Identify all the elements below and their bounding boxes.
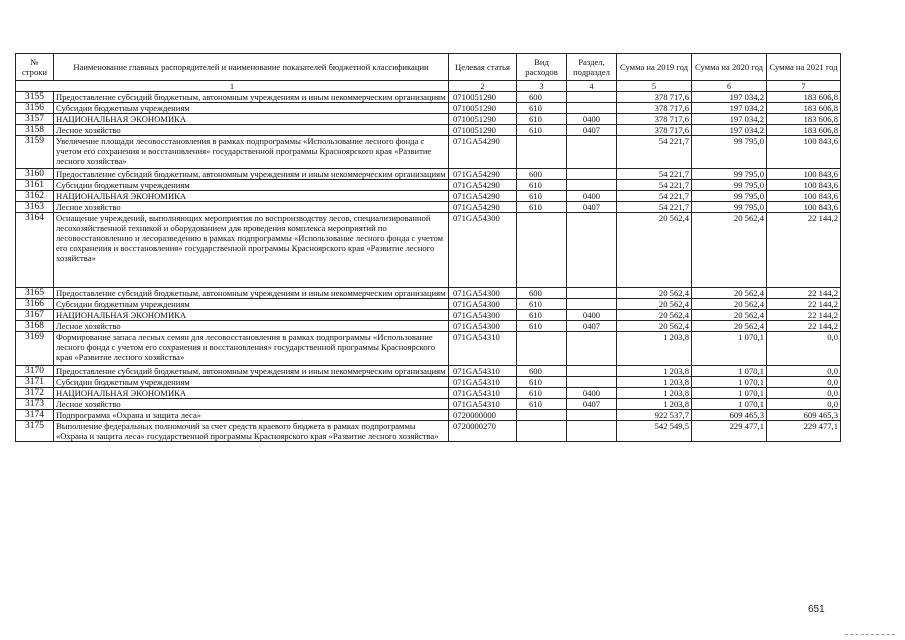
row-number: 3162 (16, 191, 54, 202)
row-number: 3166 (16, 299, 54, 310)
row-sum-2019: 20 562,4 (617, 213, 692, 288)
row-sum-2020: 20 562,4 (692, 321, 767, 332)
header-col-number-3: 3 (517, 81, 567, 92)
row-sum-2020: 99 795,0 (692, 169, 767, 180)
row-sum-2019: 54 221,7 (617, 202, 692, 213)
budget-table (15, 53, 841, 442)
row-name: Предоставление субсидий бюджетным, автономным учреждениям и иным некоммерческим организациям (54, 169, 449, 180)
table-header (16, 54, 841, 92)
row-sum-2021: 229 477,1 (767, 421, 841, 442)
row-sum-2019: 1 203,8 (617, 388, 692, 399)
row-sum-2019: 54 221,7 (617, 180, 692, 191)
row-section (567, 92, 617, 103)
table-row (16, 399, 841, 410)
row-sum-2020: 1 070,1 (692, 366, 767, 377)
row-sum-2019: 922 537,7 (617, 410, 692, 421)
row-sum-2019: 54 221,7 (617, 169, 692, 180)
row-name: НАЦИОНАЛЬНАЯ ЭКОНОМИКА (54, 191, 449, 202)
table-row (16, 388, 841, 399)
row-target-article: 071GA54290 (449, 202, 517, 213)
row-sum-2020: 197 034,2 (692, 103, 767, 114)
row-name: Лесное хозяйство (54, 321, 449, 332)
row-sum-2019: 1 203,8 (617, 366, 692, 377)
row-number: 3157 (16, 114, 54, 125)
row-target-article: 071GA54290 (449, 180, 517, 191)
row-expense-type: 610 (517, 377, 567, 388)
row-name: Лесное хозяйство (54, 399, 449, 410)
row-target-article: 071GA54290 (449, 191, 517, 202)
row-name: Оснащение учреждений, выполняющих мероприятия по воспроизводству лесов, специализированной лесохозяйственной техникой и оборудованием для проведения комплекса мероприятий по лесовосстановлению и лесоразведению в рамках подпрограммы «Использование лесного фонда с учетом его сохранения и восстановления» государственной программы Красноярского края «Развитие лесного хозяйства» (54, 213, 449, 288)
row-sum-2021: 609 465,3 (767, 410, 841, 421)
table-row (16, 321, 841, 332)
header-row-number: № строки (16, 54, 54, 81)
row-number: 3158 (16, 125, 54, 136)
row-section (567, 421, 617, 442)
row-section (567, 103, 617, 114)
row-sum-2021: 0,0 (767, 332, 841, 366)
row-sum-2019: 20 562,4 (617, 310, 692, 321)
row-expense-type: 600 (517, 92, 567, 103)
row-sum-2020: 197 034,2 (692, 92, 767, 103)
row-target-article: 071GA54300 (449, 213, 517, 288)
row-section: 0400 (567, 114, 617, 125)
table-row (16, 114, 841, 125)
row-expense-type: 610 (517, 310, 567, 321)
row-sum-2019: 378 717,6 (617, 125, 692, 136)
row-section: 0407 (567, 321, 617, 332)
row-section: 0400 (567, 388, 617, 399)
row-sum-2021: 0,0 (767, 366, 841, 377)
table-row (16, 410, 841, 421)
row-sum-2019: 20 562,4 (617, 299, 692, 310)
row-name: Лесное хозяйство (54, 125, 449, 136)
row-sum-2021: 183 606,8 (767, 114, 841, 125)
table-row (16, 180, 841, 191)
row-sum-2020: 609 465,3 (692, 410, 767, 421)
row-sum-2021: 22 144,2 (767, 310, 841, 321)
row-section: 0407 (567, 399, 617, 410)
row-sum-2021: 22 144,2 (767, 213, 841, 288)
row-sum-2020: 229 477,1 (692, 421, 767, 442)
row-target-article: 0710051290 (449, 114, 517, 125)
row-sum-2020: 20 562,4 (692, 288, 767, 299)
row-section (567, 366, 617, 377)
row-sum-2021: 0,0 (767, 388, 841, 399)
row-sum-2019: 1 203,8 (617, 332, 692, 366)
row-sum-2020: 20 562,4 (692, 310, 767, 321)
row-target-article: 071GA54300 (449, 288, 517, 299)
row-target-article: 071GA54300 (449, 321, 517, 332)
row-name: Предоставление субсидий бюджетным, автономным учреждениям и иным некоммерческим организациям (54, 92, 449, 103)
row-sum-2019: 378 717,6 (617, 92, 692, 103)
row-section (567, 136, 617, 169)
row-expense-type: 610 (517, 191, 567, 202)
row-sum-2020: 99 795,0 (692, 180, 767, 191)
row-sum-2020: 20 562,4 (692, 213, 767, 288)
row-target-article: 0710051290 (449, 125, 517, 136)
row-number: 3155 (16, 92, 54, 103)
row-sum-2019: 1 203,8 (617, 377, 692, 388)
row-section (567, 180, 617, 191)
table-row (16, 136, 841, 169)
row-sum-2019: 378 717,6 (617, 103, 692, 114)
row-expense-type (517, 213, 567, 288)
row-section (567, 332, 617, 366)
row-target-article: 071GA54310 (449, 377, 517, 388)
page-number: 651 (808, 604, 825, 615)
row-number: 3173 (16, 399, 54, 410)
row-sum-2020: 197 034,2 (692, 114, 767, 125)
scan-artifact (845, 634, 895, 636)
row-section (567, 213, 617, 288)
table-row (16, 299, 841, 310)
row-number: 3163 (16, 202, 54, 213)
row-section: 0400 (567, 191, 617, 202)
row-sum-2021: 22 144,2 (767, 288, 841, 299)
row-sum-2020: 1 070,1 (692, 399, 767, 410)
row-number: 3174 (16, 410, 54, 421)
row-name: Субсидии бюджетным учреждениям (54, 299, 449, 310)
header-col-number-7: 7 (767, 81, 841, 92)
row-number: 3165 (16, 288, 54, 299)
row-sum-2019: 542 549,5 (617, 421, 692, 442)
row-number: 3164 (16, 213, 54, 288)
row-name: Лесное хозяйство (54, 202, 449, 213)
row-target-article: 071GA54310 (449, 332, 517, 366)
row-expense-type: 610 (517, 321, 567, 332)
row-name: Выполнение федеральных полномочий за счет средств краевого бюджета в рамках подпрограммы «Охрана и защита леса» государственной программы Красноярского края «Развитие лесного хозяйства» (54, 421, 449, 442)
row-sum-2020: 99 795,0 (692, 191, 767, 202)
table-row (16, 332, 841, 366)
header-section: Раздел, подраздел (567, 54, 617, 81)
row-sum-2019: 378 717,6 (617, 114, 692, 125)
row-expense-type (517, 410, 567, 421)
row-sum-2021: 22 144,2 (767, 299, 841, 310)
table-row (16, 421, 841, 442)
row-sum-2021: 0,0 (767, 377, 841, 388)
row-sum-2020: 1 070,1 (692, 332, 767, 366)
row-name: Субсидии бюджетным учреждениям (54, 180, 449, 191)
row-target-article: 0710051290 (449, 103, 517, 114)
row-expense-type (517, 136, 567, 169)
row-expense-type: 600 (517, 169, 567, 180)
header-sum-2019: Сумма на 2019 год (617, 54, 692, 81)
row-name: НАЦИОНАЛЬНАЯ ЭКОНОМИКА (54, 114, 449, 125)
row-sum-2019: 20 562,4 (617, 288, 692, 299)
row-target-article: 071GA54290 (449, 136, 517, 169)
row-expense-type: 610 (517, 299, 567, 310)
header-target-article: Целевая статья (449, 54, 517, 81)
row-name: НАЦИОНАЛЬНАЯ ЭКОНОМИКА (54, 310, 449, 321)
row-expense-type (517, 421, 567, 442)
row-sum-2021: 100 843,6 (767, 191, 841, 202)
table-row (16, 92, 841, 103)
row-sum-2020: 99 795,0 (692, 202, 767, 213)
row-sum-2021: 22 144,2 (767, 321, 841, 332)
header-col-number-1: 1 (16, 81, 449, 92)
row-number: 3159 (16, 136, 54, 169)
row-expense-type: 600 (517, 288, 567, 299)
header-sum-2021: Сумма на 2021 год (767, 54, 841, 81)
row-expense-type (517, 332, 567, 366)
header-name: Наименование главных распорядителей и наименование показателей бюджетной классификации (54, 54, 449, 81)
row-number: 3169 (16, 332, 54, 366)
row-sum-2021: 100 843,6 (767, 180, 841, 191)
row-number: 3161 (16, 180, 54, 191)
header-col-number-4: 4 (567, 81, 617, 92)
row-expense-type: 610 (517, 388, 567, 399)
table-row (16, 202, 841, 213)
row-sum-2021: 100 843,6 (767, 202, 841, 213)
row-name: Увеличение площади лесовосстановления в рамках подпрограммы «Использование лесного фонда с учетом его сохранения и восстановления» государственной программы Красноярского края «Развитие лесного хозяйства» (54, 136, 449, 169)
row-sum-2021: 0,0 (767, 399, 841, 410)
table-row (16, 103, 841, 114)
row-expense-type: 610 (517, 399, 567, 410)
table-row (16, 288, 841, 299)
row-number: 3172 (16, 388, 54, 399)
row-target-article: 0720000270 (449, 421, 517, 442)
row-number: 3170 (16, 366, 54, 377)
row-section: 0400 (567, 310, 617, 321)
table-row (16, 191, 841, 202)
row-name: Предоставление субсидий бюджетным, автономным учреждениям и иным некоммерческим организациям (54, 366, 449, 377)
row-section (567, 377, 617, 388)
row-section: 0407 (567, 202, 617, 213)
table-row (16, 213, 841, 288)
table-row (16, 125, 841, 136)
row-target-article: 071GA54310 (449, 366, 517, 377)
row-sum-2021: 100 843,6 (767, 136, 841, 169)
row-target-article: 071GA54300 (449, 299, 517, 310)
row-section: 0407 (567, 125, 617, 136)
row-target-article: 071GA54310 (449, 388, 517, 399)
row-number: 3168 (16, 321, 54, 332)
row-number: 3160 (16, 169, 54, 180)
row-expense-type: 610 (517, 202, 567, 213)
row-expense-type: 610 (517, 180, 567, 191)
row-section (567, 288, 617, 299)
row-name: Подпрограмма «Охрана и защита леса» (54, 410, 449, 421)
row-sum-2019: 54 221,7 (617, 191, 692, 202)
row-sum-2019: 54 221,7 (617, 136, 692, 169)
row-target-article: 071GA54290 (449, 169, 517, 180)
header-expense-type: Вид расходов (517, 54, 567, 81)
row-section (567, 169, 617, 180)
row-sum-2020: 1 070,1 (692, 388, 767, 399)
row-number: 3171 (16, 377, 54, 388)
row-sum-2021: 183 606,8 (767, 92, 841, 103)
row-sum-2021: 183 606,8 (767, 125, 841, 136)
row-number: 3167 (16, 310, 54, 321)
row-target-article: 0710051290 (449, 92, 517, 103)
header-sum-2020: Сумма на 2020 год (692, 54, 767, 81)
row-target-article: 071GA54310 (449, 399, 517, 410)
row-number: 3156 (16, 103, 54, 114)
row-sum-2021: 100 843,6 (767, 169, 841, 180)
table-row (16, 377, 841, 388)
budget-table-container (15, 53, 840, 442)
row-number: 3175 (16, 421, 54, 442)
row-sum-2020: 197 034,2 (692, 125, 767, 136)
row-name: Субсидии бюджетным учреждениям (54, 103, 449, 114)
table-row (16, 366, 841, 377)
row-expense-type: 610 (517, 103, 567, 114)
row-name: Предоставление субсидий бюджетным, автономным учреждениям и иным некоммерческим организациям (54, 288, 449, 299)
row-sum-2020: 99 795,0 (692, 136, 767, 169)
row-name: Субсидии бюджетным учреждениям (54, 377, 449, 388)
row-target-article: 071GA54300 (449, 310, 517, 321)
header-col-number-6: 6 (692, 81, 767, 92)
row-sum-2020: 1 070,1 (692, 377, 767, 388)
table-row (16, 310, 841, 321)
row-sum-2019: 1 203,8 (617, 399, 692, 410)
header-col-number-2: 2 (449, 81, 517, 92)
row-expense-type: 610 (517, 125, 567, 136)
row-name: НАЦИОНАЛЬНАЯ ЭКОНОМИКА (54, 388, 449, 399)
row-expense-type: 600 (517, 366, 567, 377)
row-sum-2020: 20 562,4 (692, 299, 767, 310)
header-col-number-5: 5 (617, 81, 692, 92)
row-section (567, 299, 617, 310)
table-body (16, 92, 841, 442)
table-row (16, 169, 841, 180)
row-section (567, 410, 617, 421)
row-sum-2021: 183 606,8 (767, 103, 841, 114)
row-sum-2019: 20 562,4 (617, 321, 692, 332)
row-expense-type: 610 (517, 114, 567, 125)
row-name: Формирование запаса лесных семян для лесовосстановления в рамках подпрограммы «Использование лесного фонда с учетом его сохранения и восстановления» государственной программы Красноярского края «Развитие лесного хозяйства» (54, 332, 449, 366)
row-target-article: 0720000000 (449, 410, 517, 421)
